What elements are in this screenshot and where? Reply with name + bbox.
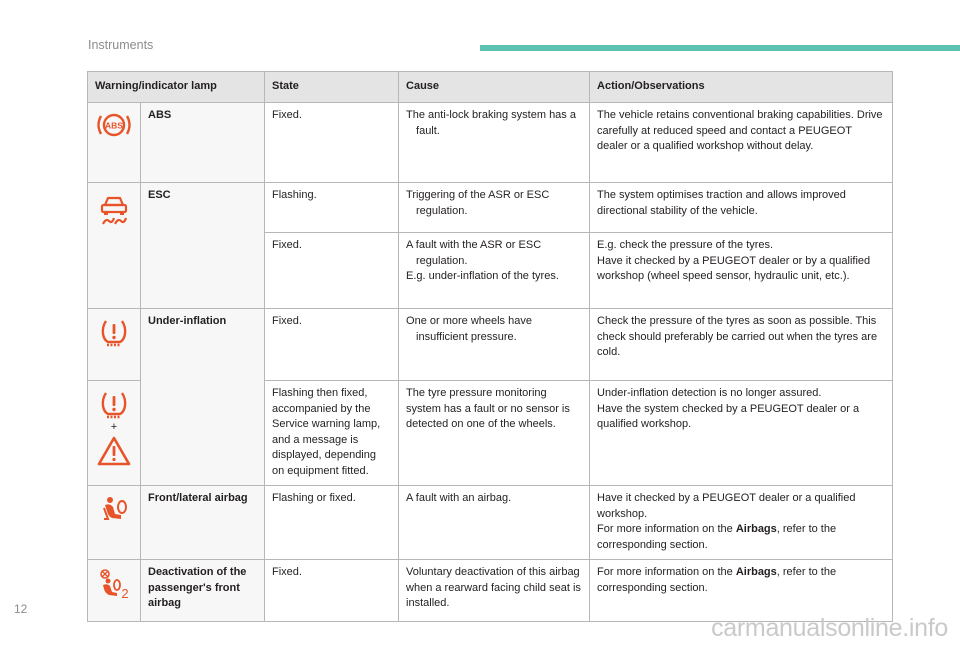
lamp-action-text: Have it checked by a PEUGEOT dealer or by a qualified workshop (wheel speed sensor, hydraulic unit, etc.). (597, 254, 871, 282)
tyre-pressure-icon (88, 317, 140, 349)
warning-lamps-table (87, 71, 893, 622)
lamp-action: The vehicle retains conventional braking capabilities. Drive carefully at reduced speed and contact a PEUGEOT dealer or a qualified workshop without delay. (590, 103, 893, 183)
tyre-pressure-icon (88, 389, 140, 421)
svg-text:2: 2 (121, 586, 129, 600)
lamp-cause-text: The anti-lock braking system has a fault. (406, 109, 576, 137)
lamp-state: Flashing then fixed, accompanied by the Service warning lamp, and a message is displayed, depending on equipment fitted. (265, 381, 399, 486)
lamp-icon-cell (88, 560, 141, 622)
table-row-under-inflation-fixed (88, 309, 893, 381)
table-row-abs (88, 103, 893, 183)
column-header-action: Action/Observations (590, 72, 893, 103)
lamp-cause-text: Triggering of the ASR or ESC regulation. (406, 189, 550, 217)
lamp-cause: A fault with an airbag. (399, 486, 590, 560)
lamp-state: Fixed. (265, 560, 399, 622)
lamp-state: Flashing or fixed. (265, 486, 399, 560)
lamp-name: ABS (141, 103, 265, 183)
lamp-action-text: For more information on the Airbags, refer to the corresponding section. (597, 523, 837, 551)
lamp-icon-cell (88, 381, 141, 486)
lamp-cause-text: E.g. under-inflation of the tyres. (406, 270, 559, 282)
lamp-cause (399, 103, 590, 183)
warning-triangle-icon (88, 435, 140, 467)
lamp-action-text: Under-inflation detection is no longer assured. (597, 387, 822, 399)
lamp-cause (399, 183, 590, 233)
lamp-state: Fixed. (265, 103, 399, 183)
svg-text:ABS: ABS (105, 120, 123, 131)
lamp-cause: Voluntary deactivation of this airbag when a rearward facing child seat is installed. (399, 560, 590, 622)
lamp-state: Flashing. (265, 183, 399, 233)
column-header-cause: Cause (399, 72, 590, 103)
watermark: carmanualsonline.info (711, 614, 948, 642)
lamp-name: ESC (141, 183, 265, 309)
lamp-action: The system optimises traction and allows improved directional stability of the vehicle. (590, 183, 893, 233)
lamp-icon-cell (88, 309, 141, 381)
table-header-row (88, 72, 893, 103)
passenger-airbag-off-icon (88, 568, 140, 600)
column-header-lamp: Warning/indicator lamp (88, 72, 265, 103)
lamp-cause (399, 233, 590, 309)
lamp-action: For more information on the Airbags, refer to the corresponding section. (590, 560, 893, 622)
plus-sign: + (110, 421, 118, 433)
lamp-cause (399, 309, 590, 381)
header-accent-bar (480, 45, 960, 51)
lamp-cause: The tyre pressure monitoring system has a fault or no sensor is detected on one of the wheels. (399, 381, 590, 486)
lamp-icon-cell (88, 183, 141, 309)
table-row-airbag-off (88, 560, 893, 622)
lamp-state: Fixed. (265, 233, 399, 309)
lamp-name: Under-inflation (141, 309, 265, 486)
lamp-action (590, 233, 893, 309)
lamp-cause-text: A fault with the ASR or ESC regulation. (406, 239, 542, 267)
table-row-esc-flashing (88, 183, 893, 233)
lamp-action-text: E.g. check the pressure of the tyres. (597, 239, 774, 251)
airbag-icon (88, 494, 140, 524)
lamp-action: Check the pressure of the tyres as soon as possible. This check should preferably be carried out when the tyres are cold. (590, 309, 893, 381)
lamp-name: Deactivation of the passenger's front airbag (141, 560, 265, 622)
lamp-state: Fixed. (265, 309, 399, 381)
lamp-icon-cell (88, 103, 141, 183)
section-title: Instruments (88, 38, 154, 52)
lamp-action (590, 381, 893, 486)
lamp-action-text: Have it checked by a PEUGEOT dealer or a qualified workshop. (597, 492, 856, 520)
lamp-cause-text: One or more wheels have insufficient pressure. (406, 315, 532, 343)
abs-warning-icon (88, 111, 140, 139)
lamp-name: Front/lateral airbag (141, 486, 265, 560)
lamp-action (590, 486, 893, 560)
table-row-airbag (88, 486, 893, 560)
lamp-action-text: Have the system checked by a PEUGEOT dealer or a qualified workshop. (597, 402, 860, 430)
esc-skid-icon (88, 191, 140, 227)
page-number: 12 (14, 602, 28, 616)
column-header-state: State (265, 72, 399, 103)
lamp-icon-cell (88, 486, 141, 560)
